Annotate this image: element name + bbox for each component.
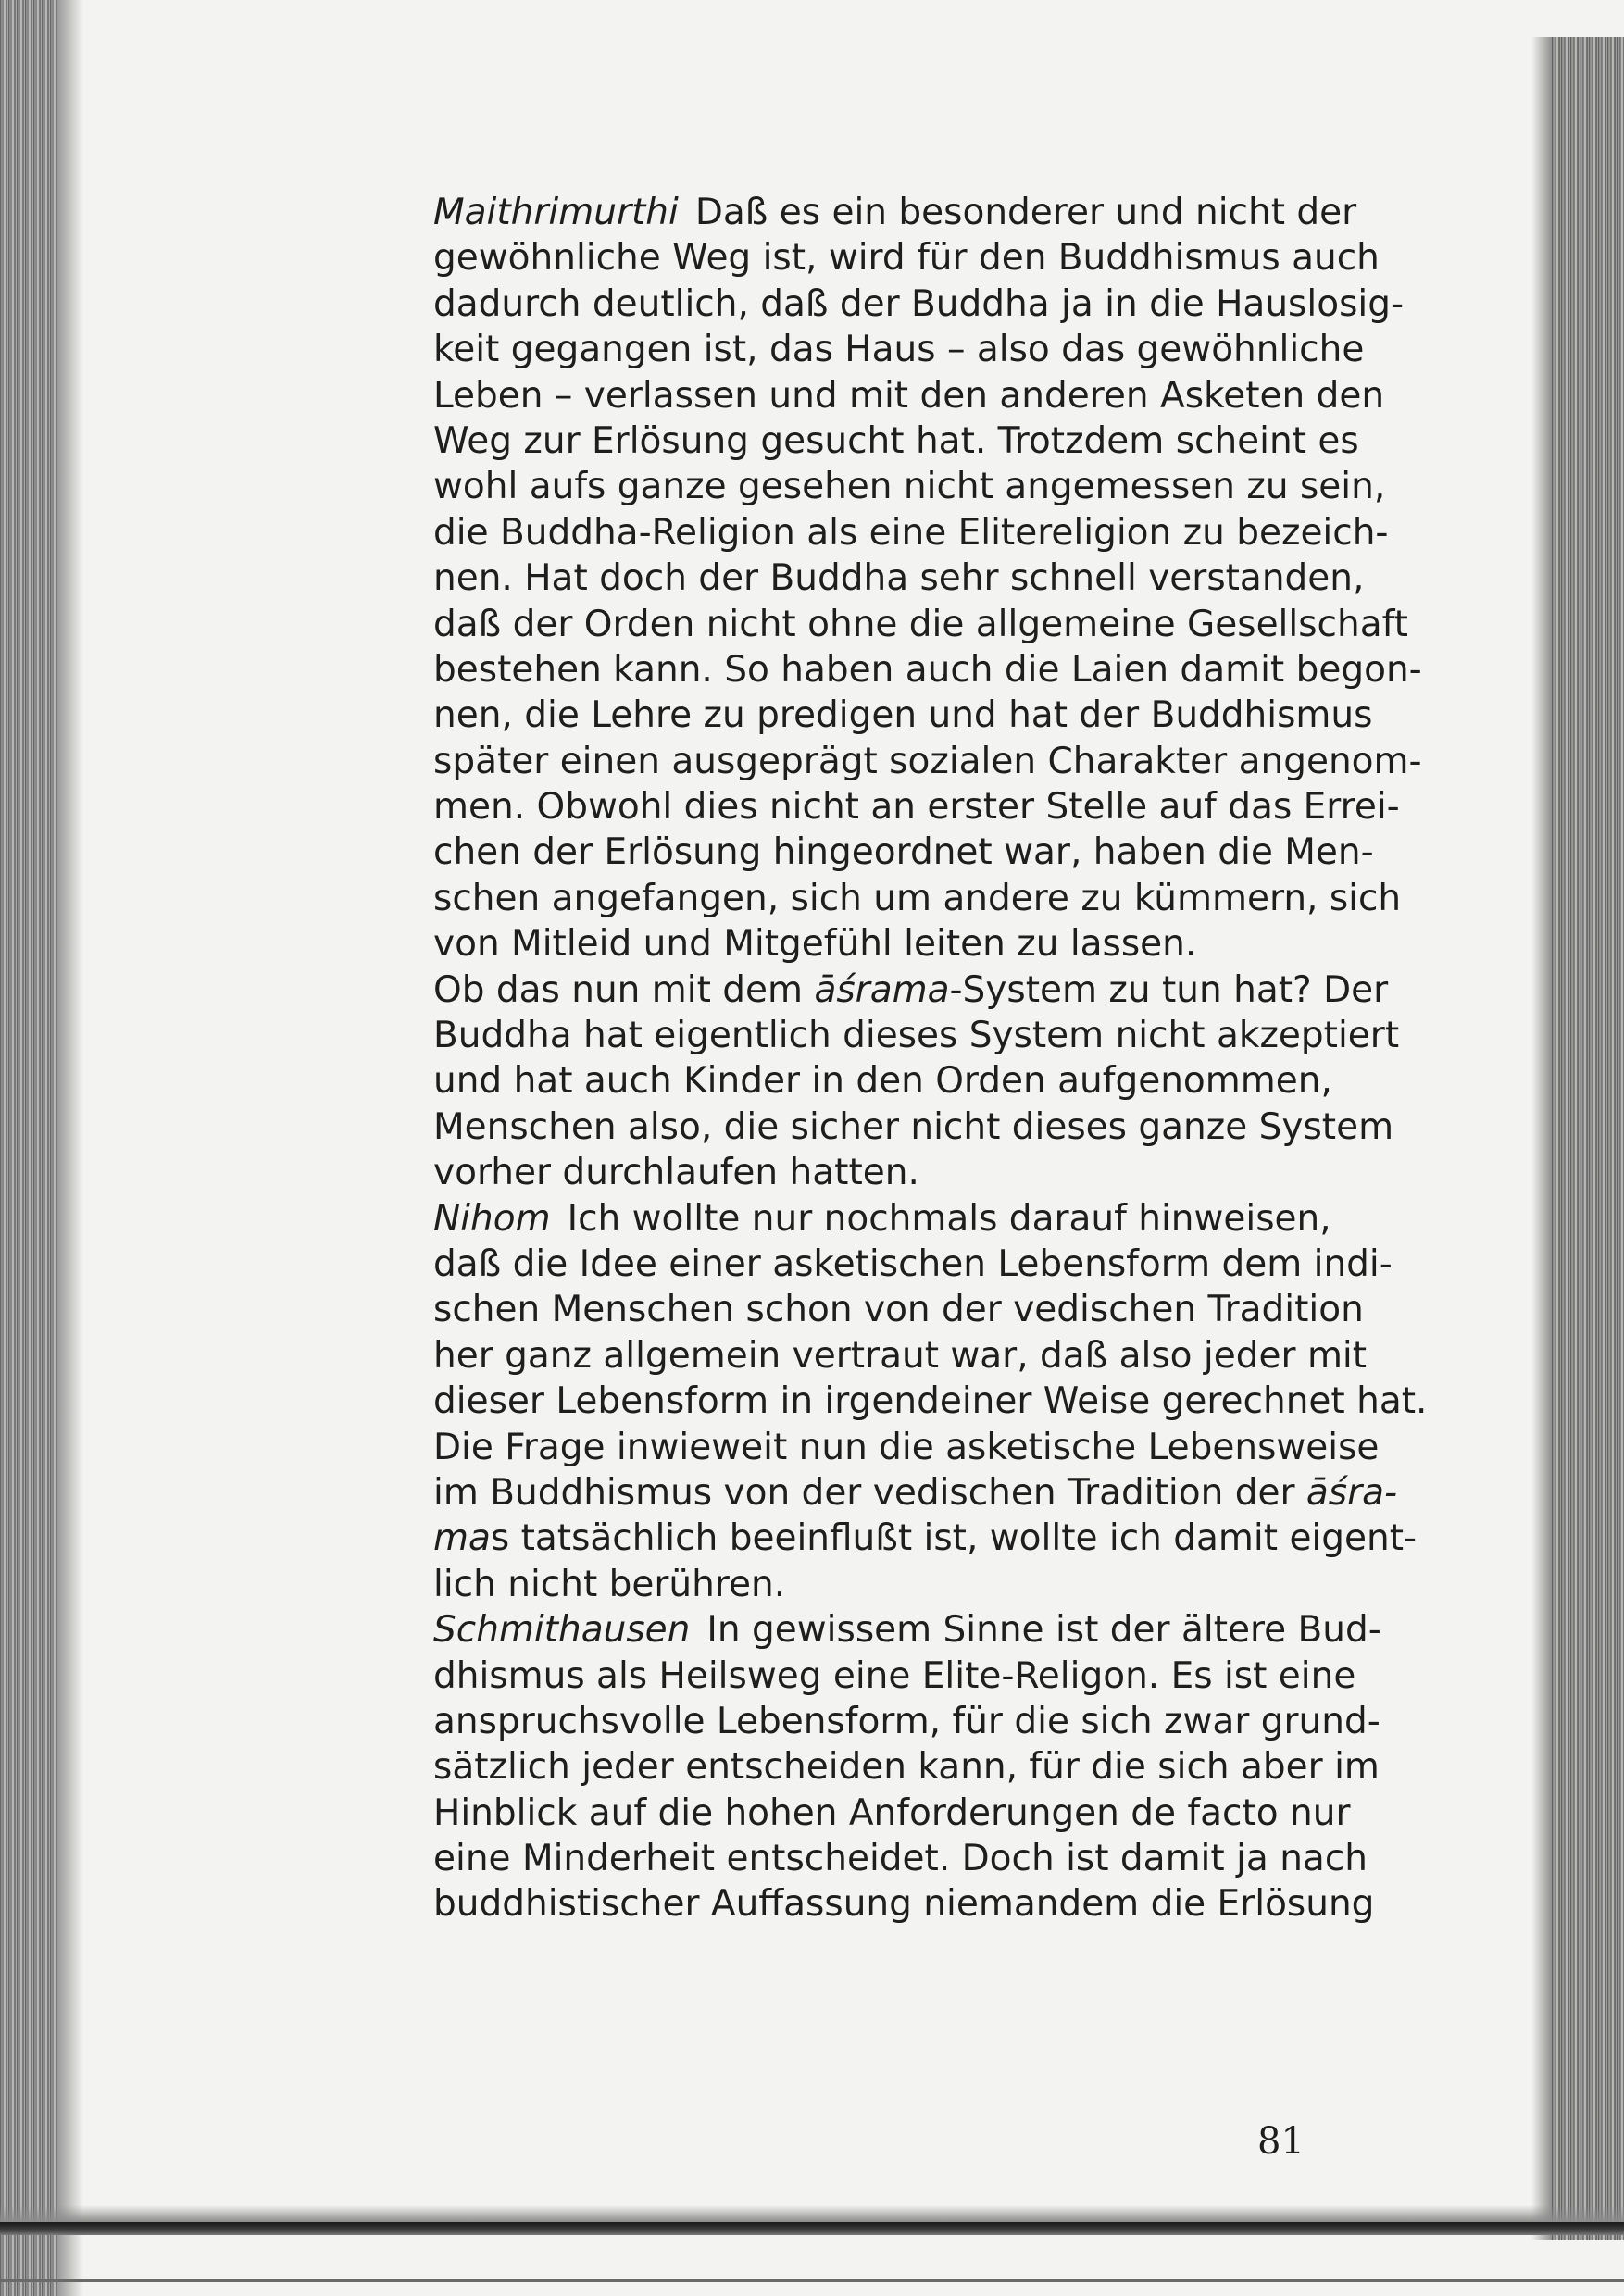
scan-shadow-bottom <box>0 2222 1624 2235</box>
text-line: dieser Lebensform in irgendeiner Weise gerechnet hat. <box>433 1380 1428 1423</box>
text-line: Menschen also, die sicher nicht dieses ganze System <box>433 1105 1394 1148</box>
text-span: In gewissem Sinne ist der ältere Bud- <box>706 1609 1381 1652</box>
text-line <box>433 1196 1331 1242</box>
text-line: nen, die Lehre zu predigen und hat der Buddhismus <box>433 694 1373 737</box>
scan-shadow-left-fade <box>57 0 83 2296</box>
text-line: schen angefangen, sich um andere zu kümmern, sich <box>433 877 1402 919</box>
text-line <box>433 1607 1381 1653</box>
text-line: nen. Hat doch der Buddha sehr schnell verstanden, <box>433 557 1365 600</box>
text-line <box>433 1516 1418 1561</box>
scan-bottom-line <box>0 2279 1624 2282</box>
text-span: im Buddhismus von der vedischen Tradition der <box>433 1471 1306 1514</box>
text-line: lich nicht berühren. <box>433 1563 786 1605</box>
text-line <box>433 967 1389 1013</box>
text-line: Weg zur Erlösung gesucht hat. Trotzdem scheint es <box>433 419 1359 462</box>
scan-shadow-bottom-fade <box>0 2205 1624 2222</box>
text-line: von Mitleid und Mitgefühl leiten zu lassen. <box>433 923 1197 966</box>
text-line: men. Obwohl dies nicht an erster Stelle auf das Errei- <box>433 786 1400 829</box>
text-span-italic: āśra- <box>1305 1471 1398 1514</box>
speaker-name: Schmithausen <box>433 1609 691 1652</box>
text-line: Die Frage inwieweit nun die asketische Lebensweise <box>433 1426 1380 1468</box>
text-line: schen Menschen schon von der vedischen Tradition <box>433 1289 1364 1331</box>
text-line: daß der Orden nicht ohne die allgemeine Gesellschaft <box>433 603 1408 645</box>
text-line: dhismus als Heilsweg eine Elite-Religon. Es ist eine <box>433 1654 1356 1697</box>
paragraph-asrama <box>433 967 1400 1196</box>
text-line: daß die Idee einer asketischen Lebensform dem indi- <box>433 1242 1393 1285</box>
text-span: Daß es ein besonderer und nicht der <box>694 192 1357 233</box>
text-line: bestehen kann. So haben auch die Laien damit begon- <box>433 648 1422 691</box>
text-line: vorher durchlaufen hatten. <box>433 1152 919 1194</box>
speaker-name: Maithrimurthi <box>433 192 679 233</box>
text-line: her ganz allgemein vertraut war, daß also jeder mit <box>433 1334 1368 1377</box>
text-line: Leben – verlassen und mit den anderen Asketen den <box>433 374 1385 417</box>
text-line: dadurch deutlich, daß der Buddha ja in die Hauslosig- <box>433 282 1405 325</box>
text-line: gewöhnliche Weg ist, wird für den Buddhismus auch <box>433 237 1380 280</box>
text-span: Ich wollte nur nochmals darauf hinweisen, <box>567 1197 1331 1240</box>
page-number: 81 <box>1257 2120 1305 2163</box>
paragraph-maithrimurthi <box>433 190 1422 967</box>
text-line: anspruchsvolle Lebensform, für die sich zwar grund- <box>433 1700 1380 1742</box>
page-text <box>433 190 1428 1928</box>
text-span: -System zu tun hat? Der <box>949 968 1389 1011</box>
text-line: keit gegangen ist, das Haus – also das gewöhnliche <box>433 329 1365 371</box>
text-span-italic: āśrama <box>814 968 950 1011</box>
text-line: buddhistischer Auffassung niemandem die Erlösung <box>433 1883 1375 1926</box>
scan-shadow-left <box>0 0 57 2296</box>
text-line: sätzlich jeder entscheiden kann, für die sich aber im <box>433 1746 1380 1789</box>
text-line: die Buddha-Religion als eine Elitereligion zu bezeich- <box>433 511 1389 554</box>
speaker-name: Nihom <box>433 1197 551 1240</box>
scan-shadow-right-fade <box>1531 37 1552 2240</box>
text-line <box>433 190 1357 235</box>
paragraph-nihom <box>433 1196 1428 1608</box>
text-line: später einen ausgeprägt sozialen Charakter angenom- <box>433 740 1422 782</box>
text-line <box>433 1470 1398 1516</box>
text-line: chen der Erlösung hingeordnet war, haben die Men- <box>433 831 1374 874</box>
text-span: s tatsächlich beeinflußt ist, wollte ich damit eigent- <box>490 1517 1418 1560</box>
text-line: eine Minderheit entscheidet. Doch ist damit ja nach <box>433 1838 1368 1880</box>
text-line: Hinblick auf die hohen Anforderungen de facto nur <box>433 1791 1351 1834</box>
text-span-italic: ma <box>433 1517 491 1560</box>
paragraph-schmithausen <box>433 1607 1381 1928</box>
text-line: und hat auch Kinder in den Orden aufgenommen, <box>433 1060 1332 1103</box>
text-line: Buddha hat eigentlich dieses System nicht akzeptiert <box>433 1015 1400 1057</box>
text-line: wohl aufs ganze gesehen nicht angemessen zu sein, <box>433 466 1386 508</box>
text-span: Ob das nun mit dem <box>433 968 815 1011</box>
scan-shadow-right <box>1552 37 1624 2240</box>
